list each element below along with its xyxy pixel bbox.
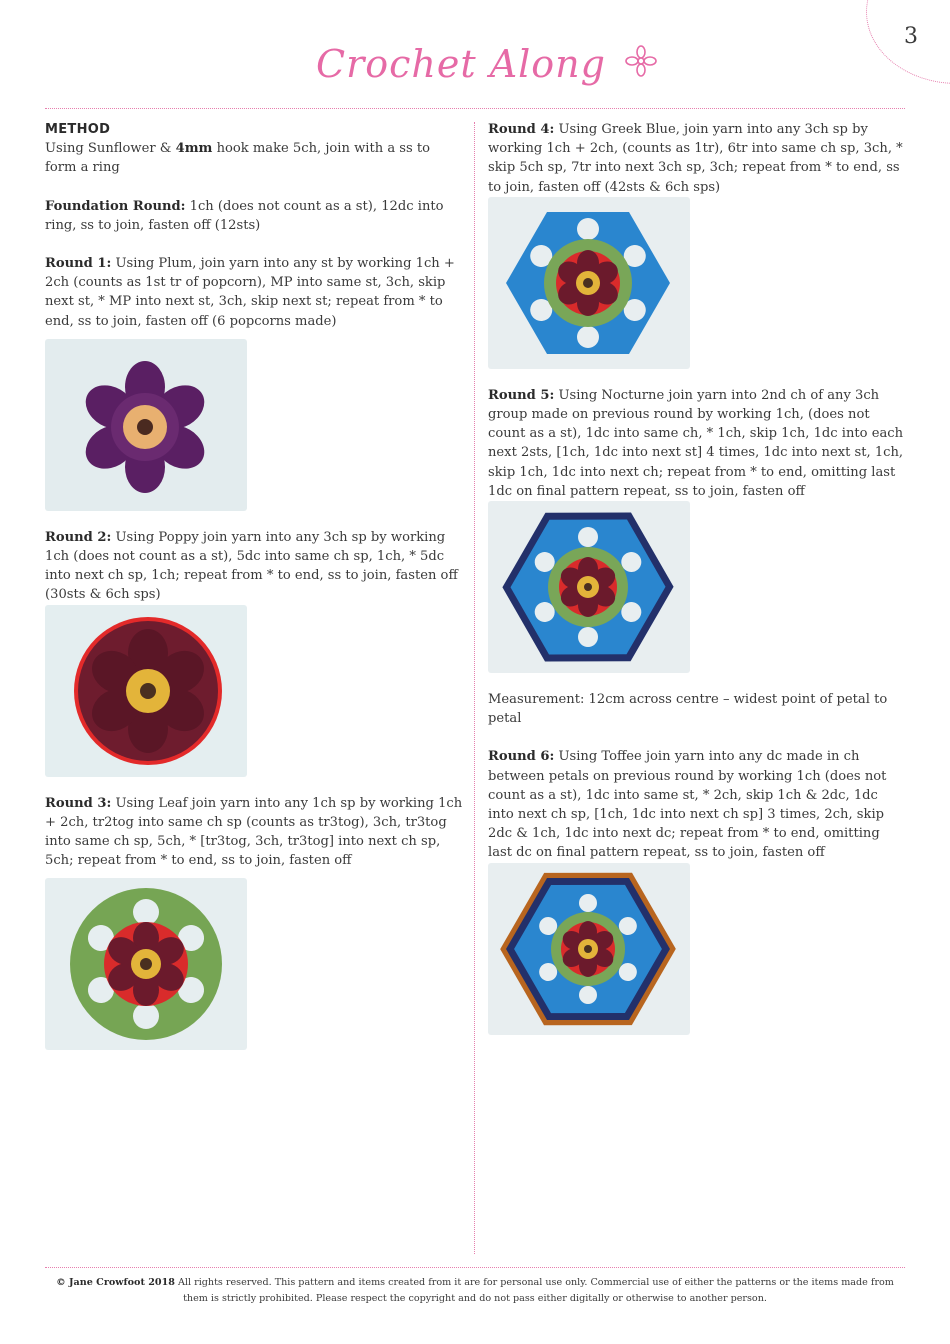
foundation-text: 1ch (does not count as a st), 12dc into ring, ss to join, fasten off (12sts) [45,198,444,233]
round-4-text: Using Greek Blue, join yarn into any 3ch sp by working 1ch + 2ch, (counts as 1tr), 6tr into same ch sp, 3ch, * skip 5ch sp, 7tr into next 3ch sp, 3ch; repeat from * to end, ss to join, fasten off (42sts & 6ch sps) [488,122,903,195]
copyright-footer [45,1275,905,1306]
method-text-a: Using Sunflower & [45,141,176,157]
flower-icon [624,44,658,78]
round-2 [45,528,463,605]
round-3-text: Using Leaf join yarn into any 1ch sp by working 1ch + 2ch, tr2tog into same ch sp (counts as tr3tog), 3ch, tr3tog into same ch sp, 5ch, * [tr3tog, 3ch, tr3tog] into next ch sp, 5ch; repeat from * to end, ss to join, fasten off [45,795,463,869]
round-3-photo [45,878,247,1050]
round-4-photo [488,197,690,369]
round-6 [488,747,906,862]
method-section [45,120,463,178]
round-3 [45,794,463,871]
round-5-label: Round 5: [488,387,555,403]
page-number: 3 [904,24,918,49]
header-divider [45,108,905,109]
copyright-text: All rights reserved. This pattern and items created from it are for personal use only. Commercial use of either the patterns or the items made from them is strictly prohibited. Please respect the copyright and do not pass either digitally or otherwise to another person. [174,1277,894,1304]
round-4-label: Round 4: [488,122,555,137]
round-5-text: Using Nocturne join yarn into 2nd ch of any 3ch group made on previous round by working 1ch, (does not count as a st), 1dc into same ch, * 1ch, skip 1ch, 1dc into each next 2sts, [1ch, 1dc into next st] 4 times, 1dc into next st, 1ch, skip 1ch, 1dc into next ch; repeat from * to end, omitting last 1dc on final pattern repeat, ss to join, fasten off [488,387,904,499]
round-6-text: Using Toffee join yarn into any dc made in ch between petals on previous round by working 1ch (does not count as a st), 1dc into same st, * 2ch, skip 1ch & 2dc, 1dc into next ch sp, [1ch, 1dc into next ch sp] 3 times, 2ch, skip 2dc & 1ch, 1dc into next dc; repeat from * to end, omitting last dc on final pattern repeat, ss to join, fasten off [488,749,887,861]
copyright-name: © Jane Crowfoot 2018 [56,1277,175,1288]
round-6-photo [488,863,690,1035]
round-2-text: Using Poppy join yarn into any 3ch sp by working 1ch (does not count as a st), 5dc into same ch sp, 1ch, * 5dc into next ch sp, 1ch; repeat from * to end, ss to join, fasten off (30sts & 6ch sps) [45,529,458,603]
round-1-photo [45,339,247,511]
footer-divider [45,1267,905,1268]
round-6-label: Round 6: [488,749,555,765]
round-1-text: Using Plum, join yarn into any st by working 1ch + 2ch (counts as 1st tr of popcorn), MP into same st, 3ch, skip next st, * MP into next st, 3ch, skip next st; repeat from * to end, ss to join, fasten off (6 popcorns made) [45,256,455,329]
round-2-label: Round 2: [45,529,112,545]
method-hook-size: 4mm [175,141,213,157]
round-1-label: Round 1: [45,256,112,272]
foundation-round [45,197,463,235]
round-3-label: Round 3: [45,795,112,811]
brand-logo [316,36,656,100]
round-2-photo [45,605,247,777]
round-4 [488,120,906,197]
column-divider [474,122,475,1254]
round-5 [488,386,906,501]
round-1 [45,254,463,331]
brand-title: Crochet Along [316,42,606,86]
measurement-note: Measurement: 12cm across centre – widest point of petal to petal [488,692,888,727]
method-text-b: hook make 5ch, join with a ss to form a ring [45,141,431,176]
right-column [488,120,906,1052]
foundation-label: Foundation Round: [45,198,186,214]
left-column [45,120,463,1067]
round-5-photo [488,501,690,673]
method-heading: METHOD [45,122,111,137]
